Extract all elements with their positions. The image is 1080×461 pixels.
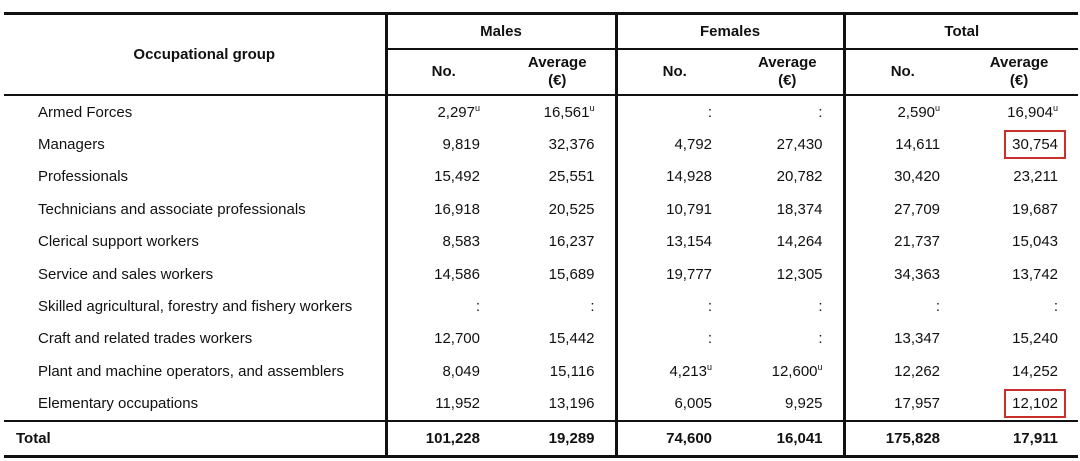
cell-t-avg	[960, 388, 1078, 421]
cell-m-no	[386, 388, 500, 421]
cell-t-avg	[960, 161, 1078, 193]
cell-value: 11,952	[435, 395, 480, 413]
total-label: Total	[4, 421, 386, 457]
total-no-header: No.	[844, 49, 960, 95]
cell-m-avg	[500, 388, 616, 421]
table-row	[4, 258, 1078, 290]
cell-value: :	[1053, 298, 1059, 316]
cell-f-avg	[732, 226, 844, 258]
males-average-header: Average (€)	[500, 49, 616, 95]
cell-f-no	[616, 290, 732, 322]
occupational-group-header: Occupational group	[4, 14, 386, 96]
cell-m-avg	[500, 128, 616, 160]
females-header: Females	[616, 14, 844, 50]
cell-t-no	[844, 95, 960, 128]
cell-value: 16,561	[543, 103, 590, 121]
cell-m-avg	[500, 290, 616, 322]
cell-value: 19,777	[666, 265, 713, 283]
cell-t-avg	[960, 128, 1078, 160]
cell-f-no	[616, 95, 732, 128]
cell-f-avg	[732, 355, 844, 387]
cell-t-no	[844, 258, 960, 290]
cell-m-avg	[500, 258, 616, 290]
cell-value: 9,819	[442, 136, 480, 154]
cell-value: 8,583	[442, 233, 480, 251]
cell-m-avg	[500, 193, 616, 225]
cell-f-avg	[732, 388, 844, 421]
cell-m-no	[386, 258, 500, 290]
cell-t-avg	[960, 258, 1078, 290]
cell-t-no	[844, 128, 960, 160]
cell-value: 18,374	[776, 200, 823, 218]
cell-value: :	[707, 103, 713, 121]
cell-t-no	[844, 161, 960, 193]
cell-m-no	[386, 226, 500, 258]
row-label: Elementary occupations	[38, 395, 199, 413]
cell-value: 14,264	[776, 233, 823, 251]
cell-value: 15,442	[548, 330, 595, 348]
cell-m-no	[386, 193, 500, 225]
total-row	[4, 421, 1078, 457]
cell-value: 14,928	[666, 168, 713, 186]
unreliable-flag: u	[935, 102, 941, 113]
cell-value: 32,376	[548, 136, 595, 154]
females-average-header: Average (€)	[732, 49, 844, 95]
total-cell-m-avg: 19,289	[500, 421, 616, 457]
cell-value: 15,240	[1012, 330, 1059, 348]
cell-value: 13,742	[1012, 265, 1059, 283]
cell-value: 14,611	[895, 136, 941, 154]
cell-t-no	[844, 226, 960, 258]
cell-t-no	[844, 323, 960, 355]
cell-value: 12,262	[894, 362, 941, 380]
cell-value: 12,600	[771, 362, 818, 380]
total-cell-m-no: 101,228	[386, 421, 500, 457]
cell-m-no	[386, 95, 500, 128]
table-row	[4, 226, 1078, 258]
row-label: Armed Forces	[38, 103, 133, 121]
females-no-header: No.	[616, 49, 732, 95]
table-row	[4, 355, 1078, 387]
row-label: Skilled agricultural, forestry and fishery workers	[38, 298, 353, 316]
table-row	[4, 128, 1078, 160]
cell-value: 12,102	[1012, 395, 1059, 413]
cell-t-avg	[960, 355, 1078, 387]
cell-value: :	[707, 330, 713, 348]
cell-value: :	[818, 298, 823, 316]
cell-f-avg	[732, 193, 844, 225]
cell-f-no	[616, 258, 732, 290]
cell-value: 14,586	[434, 265, 480, 283]
cell-t-avg	[960, 193, 1078, 225]
cell-value: 15,116	[549, 362, 595, 380]
table-row	[4, 323, 1078, 355]
unreliable-flag: u	[707, 361, 713, 372]
row-label: Professionals	[38, 168, 129, 186]
cell-f-avg	[732, 323, 844, 355]
cell-value: :	[935, 298, 941, 316]
unreliable-flag: u	[474, 102, 480, 113]
males-no-header: No.	[386, 49, 500, 95]
cell-value: 13,154	[666, 233, 713, 251]
cell-value: 30,754	[1012, 136, 1059, 154]
cell-value: 13,347	[894, 330, 941, 348]
total-header: Total	[844, 14, 1078, 50]
cell-value: :	[475, 298, 480, 316]
unreliable-flag: u	[1053, 102, 1059, 113]
cell-value: 14,252	[1012, 362, 1059, 380]
cell-value: 16,918	[434, 200, 480, 218]
cell-f-avg	[732, 290, 844, 322]
cell-m-avg	[500, 355, 616, 387]
cell-f-no	[616, 323, 732, 355]
cell-t-avg	[960, 226, 1078, 258]
cell-value: 8,049	[442, 362, 480, 380]
cell-f-no	[616, 226, 732, 258]
row-label: Craft and related trades workers	[38, 330, 253, 348]
cell-m-no	[386, 161, 500, 193]
cell-t-no	[844, 290, 960, 322]
earnings-table	[4, 12, 1078, 458]
cell-value: 19,687	[1012, 200, 1059, 218]
cell-value: 4,213	[669, 362, 707, 380]
cell-m-avg	[500, 323, 616, 355]
row-label: Service and sales workers	[38, 265, 214, 283]
total-average-header: Average (€)	[960, 49, 1078, 95]
cell-value: 2,297	[437, 103, 475, 121]
total-cell-f-avg: 16,041	[732, 421, 844, 457]
unreliable-flag: u	[589, 102, 595, 113]
cell-value: 16,237	[548, 233, 595, 251]
cell-f-no	[616, 128, 732, 160]
cell-f-avg	[732, 128, 844, 160]
cell-value: 2,590	[897, 103, 936, 121]
cell-value: 27,430	[776, 136, 823, 154]
cell-value: 12,700	[434, 330, 480, 348]
cell-value: 12,305	[776, 265, 823, 283]
cell-f-avg	[732, 258, 844, 290]
cell-value: :	[818, 330, 823, 348]
cell-value: 6,005	[674, 395, 713, 413]
cell-f-no	[616, 355, 732, 387]
cell-value: 15,043	[1012, 233, 1059, 251]
males-header: Males	[386, 14, 616, 50]
table-row	[4, 95, 1078, 128]
row-label: Plant and machine operators, and assemblers	[38, 362, 345, 380]
total-cell-t-no: 175,828	[844, 421, 960, 457]
row-label: Clerical support workers	[38, 233, 199, 251]
cell-value: 9,925	[784, 395, 823, 413]
row-label: Managers	[38, 136, 105, 154]
cell-value: 13,196	[548, 395, 595, 413]
cell-value: :	[818, 103, 823, 121]
cell-f-no	[616, 193, 732, 225]
cell-value: 30,420	[894, 168, 941, 186]
cell-f-no	[616, 388, 732, 421]
cell-m-no	[386, 355, 500, 387]
highlight-box	[1004, 130, 1066, 159]
cell-m-avg	[500, 95, 616, 128]
cell-t-no	[844, 388, 960, 421]
table-row	[4, 193, 1078, 225]
cell-t-avg	[960, 95, 1078, 128]
table-row	[4, 161, 1078, 193]
cell-f-avg	[732, 95, 844, 128]
cell-value: 15,689	[548, 265, 595, 283]
cell-f-avg	[732, 161, 844, 193]
cell-value: 20,525	[548, 200, 595, 218]
cell-value: 23,211	[1013, 168, 1059, 186]
cell-t-no	[844, 355, 960, 387]
cell-value: 27,709	[894, 200, 941, 218]
cell-f-no	[616, 161, 732, 193]
cell-value: 15,492	[434, 168, 480, 186]
cell-value: :	[707, 298, 713, 316]
cell-value: 25,551	[548, 168, 595, 186]
table-row	[4, 290, 1078, 322]
cell-value: 21,737	[894, 233, 941, 251]
cell-m-no	[386, 128, 500, 160]
cell-value: 10,791	[666, 200, 713, 218]
cell-t-avg	[960, 323, 1078, 355]
cell-m-avg	[500, 161, 616, 193]
highlight-box	[1004, 389, 1066, 418]
cell-value: 4,792	[674, 136, 713, 154]
cell-m-no	[386, 323, 500, 355]
cell-value: 16,904	[1007, 103, 1054, 121]
cell-value: 20,782	[776, 168, 823, 186]
cell-value: 34,363	[894, 265, 941, 283]
cell-value: :	[590, 298, 595, 316]
table-row	[4, 388, 1078, 421]
cell-m-no	[386, 290, 500, 322]
cell-t-no	[844, 193, 960, 225]
cell-m-avg	[500, 226, 616, 258]
row-label: Technicians and associate professionals	[38, 200, 306, 218]
cell-t-avg	[960, 290, 1078, 322]
table-body	[4, 95, 1078, 456]
cell-value: 17,957	[894, 395, 941, 413]
total-cell-f-no: 74,600	[616, 421, 732, 457]
total-cell-t-avg: 17,911	[960, 421, 1078, 457]
unreliable-flag: u	[817, 361, 823, 372]
